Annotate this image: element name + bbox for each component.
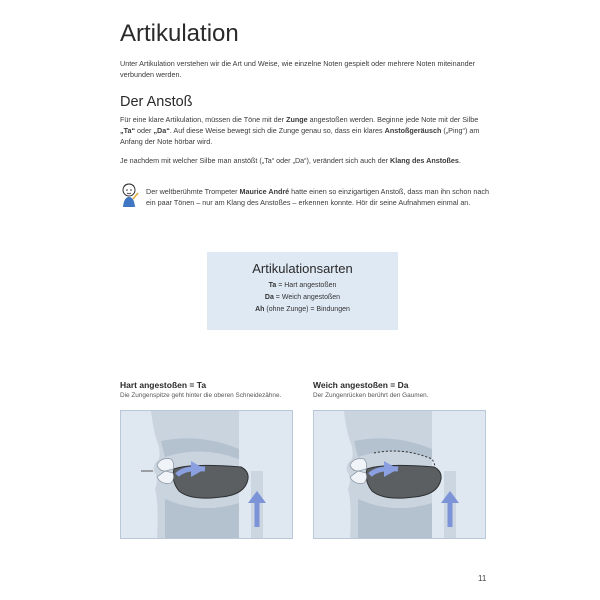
bold-text: Klang des Anstoßes xyxy=(390,156,459,165)
figure-hard-attack xyxy=(120,410,293,539)
figure-caption-hard: Die Zungenspitze geht hinter die oberen Schneidezähne. xyxy=(120,392,282,399)
mouth-cross-section-hard xyxy=(121,411,292,538)
text: . Auf diese Weise bewegt sich die Zunge genau so, dass ein klares xyxy=(169,126,385,135)
box-line xyxy=(207,282,398,289)
text: oder xyxy=(135,126,154,135)
articulation-types-box xyxy=(207,252,398,330)
bold-text: „Da“ xyxy=(153,126,170,135)
text: Für eine klare Artikulation, müssen die Töne mit der xyxy=(120,115,287,124)
figure-title-hard: Hart angestoßen = Ta xyxy=(120,380,207,390)
mouth-cross-section-soft xyxy=(314,411,485,538)
syllable-desc: = Weich angestoßen xyxy=(273,294,341,301)
trumpeter-mascot-icon xyxy=(118,182,140,208)
page-number: 11 xyxy=(478,574,487,583)
figure-caption-soft: Der Zungenrücken berührt den Gaumen. xyxy=(313,392,429,399)
text: Je nachdem mit welcher Silbe man anstößt („Ta“ oder „Da“), verändert sich auch der xyxy=(120,156,391,165)
paragraph-tongue xyxy=(120,114,492,147)
box-title: Artikulationsarten xyxy=(252,261,353,276)
text: Der weltberühmte Trompeter xyxy=(146,187,240,196)
paragraph-syllable xyxy=(120,155,492,166)
syllable-desc: = Hart angestoßen xyxy=(276,282,337,289)
bold-text: „Ta“ xyxy=(120,126,136,135)
figure-title-soft: Weich angestoßen = Da xyxy=(313,380,409,390)
bold-text: Anstoßgeräusch xyxy=(384,126,442,135)
box-line xyxy=(207,294,398,301)
syllable-key: Da xyxy=(264,294,274,301)
page-title: Artikulation xyxy=(120,20,239,47)
section-title: Der Anstoß xyxy=(120,94,193,110)
trivia-note xyxy=(146,186,494,208)
syllable-key: Ta xyxy=(268,282,277,289)
syllable-key: Ah xyxy=(255,306,265,313)
bold-text: Zunge xyxy=(286,115,308,124)
text: hatte einen so einzigartigen Anstoß, dass man ihn schon nach ein paar Tönen – nur am Klang des Anstoßes – erkennen konnte. Hör dir seine Aufnahmen einmal an. xyxy=(146,187,489,207)
text: angestoßen werden. Beginne jede Note mit der Silbe xyxy=(307,115,479,124)
box-line xyxy=(207,306,398,313)
bold-text: Maurice André xyxy=(239,187,290,196)
figure-soft-attack xyxy=(313,410,486,539)
text: . xyxy=(458,156,461,165)
intro-text: Unter Artikulation verstehen wir die Art und Weise, wie einzelne Noten gespielt oder mehrere Noten miteinander verbunden werden. xyxy=(120,59,476,79)
syllable-desc: (ohne Zunge) = Bindungen xyxy=(264,306,350,313)
text: („Ping“) am Anfang der Note hörbar wird. xyxy=(120,126,480,146)
